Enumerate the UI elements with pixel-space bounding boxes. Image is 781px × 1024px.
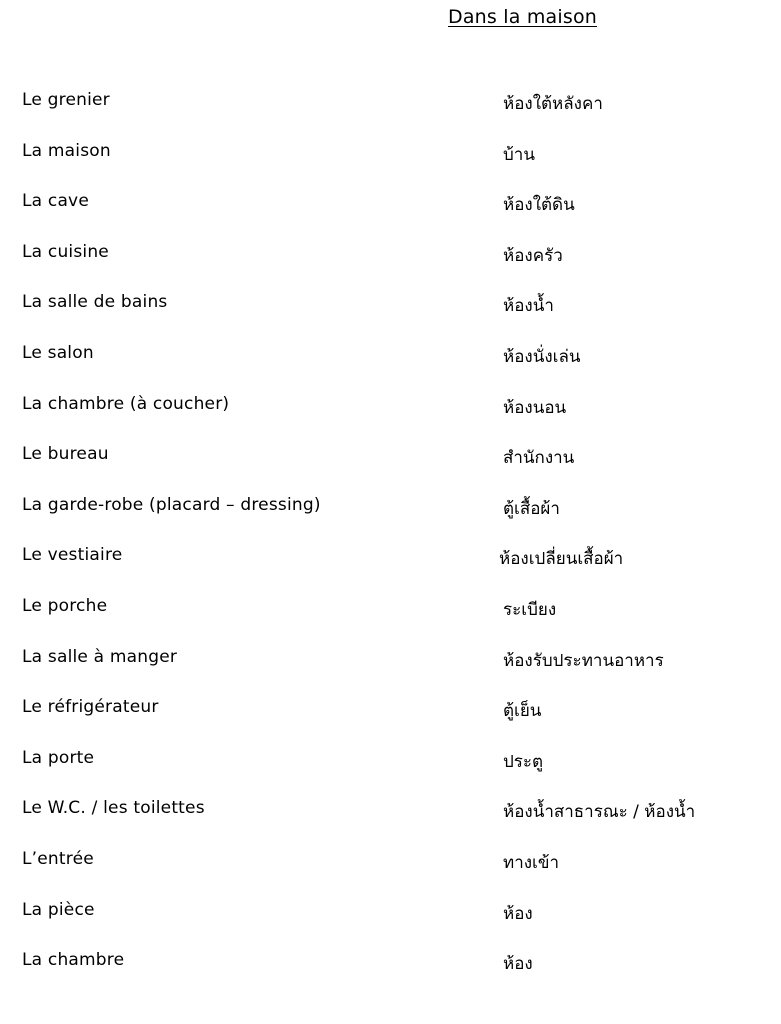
list-item <box>0 138 781 189</box>
list-item <box>0 87 781 138</box>
thai-translation: ห้องรับประทานอาหาร <box>503 650 664 671</box>
thai-translation: ห้องครัว <box>503 245 563 266</box>
list-item <box>0 289 781 340</box>
list-item <box>0 593 781 644</box>
thai-translation: ห้องเปลี่ยนเสื้อผ้า <box>499 549 624 570</box>
thai-translation: ตู้เย็น <box>503 701 542 722</box>
french-term: La salle de bains <box>22 292 168 313</box>
list-item <box>0 239 781 290</box>
thai-translation: บ้าน <box>503 144 535 165</box>
list-item <box>0 846 781 897</box>
thai-translation: ห้องใต้ดิน <box>503 195 575 216</box>
french-term: Le W.C. / les toilettes <box>22 798 205 819</box>
thai-translation: ห้องนั่งเล่น <box>503 346 581 367</box>
thai-translation: ห้องนอน <box>503 397 567 418</box>
french-term: Le porche <box>22 595 108 616</box>
french-term: La salle à manger <box>22 646 178 667</box>
list-item <box>0 947 781 998</box>
french-term: Le bureau <box>22 444 109 465</box>
thai-translation: ห้องน้ำ <box>503 296 554 317</box>
thai-translation: ห้อง <box>503 954 533 975</box>
list-item <box>0 644 781 695</box>
list-item <box>0 340 781 391</box>
list-item <box>0 694 781 745</box>
list-item <box>0 745 781 796</box>
thai-translation: ตู้เสื้อผ้า <box>503 498 560 519</box>
french-term: L’entrée <box>22 848 94 869</box>
thai-translation: ห้องใต้หลังคา <box>503 94 603 114</box>
thai-translation: ห้องน้ำสาธารณะ / ห้องน้ำ <box>503 802 696 823</box>
thai-translation: ทางเข้า <box>503 852 560 873</box>
list-item <box>0 441 781 492</box>
list-item <box>0 188 781 239</box>
list-item <box>0 897 781 948</box>
french-term: Le réfrigérateur <box>22 697 159 718</box>
thai-translation: ห้อง <box>503 903 533 924</box>
list-item <box>0 795 781 846</box>
list-item <box>0 391 781 442</box>
thai-translation: ระเบียง <box>503 599 557 620</box>
french-term: La cave <box>22 191 89 212</box>
french-term: La chambre <box>22 950 125 971</box>
vocabulary-list <box>0 87 781 998</box>
french-term: Le vestiaire <box>22 545 123 566</box>
french-term: La porte <box>22 747 95 768</box>
french-term: Le grenier <box>22 90 110 110</box>
list-item <box>0 492 781 543</box>
thai-translation: ประตู <box>503 751 544 772</box>
thai-translation: สำนักงาน <box>503 448 575 469</box>
page-title: Dans la maison <box>448 6 598 28</box>
french-term: La garde-robe (placard – dressing) <box>22 494 321 515</box>
french-term: La maison <box>22 140 111 161</box>
french-term: La chambre (à coucher) <box>22 393 230 414</box>
french-term: Le salon <box>22 342 94 363</box>
list-item <box>0 542 781 593</box>
french-term: La pièce <box>22 899 95 920</box>
french-term: La cuisine <box>22 241 109 262</box>
